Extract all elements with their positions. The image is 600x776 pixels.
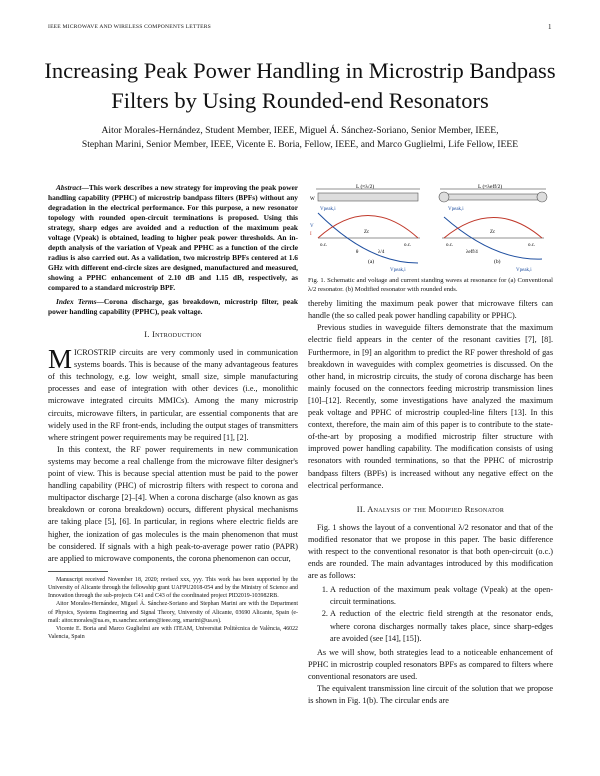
width-label-a: W — [310, 197, 315, 202]
left-column — [48, 183, 298, 641]
index-terms-text: Corona discharge, gas breakdown, microstrip filter, peak power handling capability (PPHC), peak voltage. — [48, 297, 298, 316]
author-line-2: Stephan Marini, Senior Member, IEEE, Vicente E. Boria, Fellow, IEEE, and Marco Guglielmi, Life Fellow, IEEE — [81, 139, 519, 150]
subfig-label-b: (b) — [494, 259, 501, 265]
theta-label-a: θ — [356, 250, 359, 255]
analysis-paragraph-3: The equivalent transmission line circuit of the solution that we propose is shown in Fig. 1(b). The circular ends are — [308, 684, 553, 706]
section-heading-analysis: II. Analysis of the Modified Resonator — [356, 504, 505, 514]
intro-paragraph-2: In this context, the RF power requirements in new communication systems may become a real challenge from the microwave filter designer's point of view. This is because special attention must be paid to the power handling capability (PHC) of microstrip filters with respect to corona and multipactor discharge [2]–[4]. When a corona discharge (also known as gas breakdown or corona breakdown) occurs, different physical mechanisms are taking place [5], [6]. In particular, in regions where electric fields are higher, the ionization of gas molecules is the main phenomenon that must be considered. If signals with a high peak-to-average power ratio (PAPR) are applied to microwave components, the corona phenomenon can occur, — [48, 444, 298, 563]
abstract-label: Abstract— — [56, 183, 89, 192]
right-paragraph-0: thereby limiting the maximum peak power that microwave filters can handle (the so called peak power handling capability or PPHC). — [308, 299, 553, 321]
author-list — [40, 124, 560, 152]
paper-title: Increasing Peak Power Handling in Microstrip Bandpass Filters by Using Rounded-end Resonators — [44, 58, 556, 113]
author-line-1: Aitor Morales-Hernández, Student Member, IEEE, Miguel Á. Sánchez-Soriano, Senior Member, IEEE, — [101, 125, 499, 136]
page-number: 1 — [548, 23, 552, 31]
v-label-a: V — [310, 224, 314, 229]
right-column — [308, 183, 553, 707]
index-terms-label: Index Terms— — [56, 297, 104, 306]
abstract-text: This work describes a new strategy for improving the peak power handling capability (PPHC) of microstrip bandpass filters (BPFs) without any degradation in the electrical performance. For this purpose, a new resonator topology with rounded open-circuit terminations is proposed. Using this strategy, sharp edges are avoided and a reduction of the maximum peak voltage (Vpeak) is obtained, leading to higher peak power thresholds. An in-depth analysis of the variation of Vpeak and PPHC as a function of the circle radius is also carried out. As a validation, two microstrip BPFs centered at 1.6 GHz with different end-circle sizes are designed, manufactured and measured, showing a PPHC enhancement of 2.10 dB and 1.15 dB, respectively, as compared to a standard microstrip BPF. — [48, 183, 298, 292]
vpeak-label-b-end: Vpeak,i — [516, 268, 532, 273]
intro-paragraph-1 — [48, 344, 298, 444]
advantages-list — [308, 584, 553, 644]
footnote-affiliation-2: Vicente E. Boria and Marco Guglielmi are with iTEAM, Universitat Politècnica de València, 46022 Valencia, Spain — [48, 626, 298, 641]
oc-label-a-left: o.c. — [320, 243, 328, 248]
section-heading-introduction: I. Introduction — [144, 330, 202, 339]
footnote-rule — [48, 571, 108, 572]
round-end-left — [439, 192, 449, 202]
index-terms — [48, 297, 298, 317]
oc-label-b-left: o.c. — [446, 243, 454, 248]
oc-label-b-right: o.c. — [528, 243, 536, 248]
list-item: 2. A reduction of the electric field strength at the resonator ends, where corona discharges normally takes place, since sharp-edges are avoided (see [14], [15]). — [330, 608, 553, 644]
oc-label-a-right: o.c. — [404, 243, 412, 248]
figure-1-caption: Fig. 1. Schematic and voltage and current standing waves at resonance for (a) Conventional λ/2 resonator. (b) Modified resonator with rounded ends. — [308, 277, 553, 293]
strip-b — [446, 194, 540, 200]
lambda-label-a: λ/4 — [378, 250, 385, 255]
journal-header: IEEE MICROWAVE AND WIRELESS COMPONENTS LETTERS — [48, 24, 211, 30]
footnote-manuscript: Manuscript received November 18, 2020; revised xxx, yyy. This work has been supported by the University of Alicante through the fellowship grant UAFPU2018-054 and by the Ministry of Science and Innovation through the sub-projects C41 and C43 of the coordinated project PID2019-103982RB. — [48, 576, 298, 600]
zc-label-a: Zc — [364, 230, 370, 235]
right-paragraph-1: Previous studies in waveguide filters demonstrate that the maximum electric field appears in the center of the resonant cavities [7], [8]. Furthermore, in [9] an algorithm to predict the RF power threshold of gas breakdown in waveguides with complex geometries is discussed. On the other hand, in microstrip circuits, the study of corona discharge has been mainly focused on the connectors feeding microstrip transmission lines [10]–[12]. Recently, some investigations have analyzed the maximum peak voltage and PPHC of microstrip coupled-line filters [13]. In this context, therefore, the main aim of this paper is to contribute to the state-of-the-art by proposing a modified microstrip filter structure with improved power handling capability. The modification consists of using resonators with rounded terminations, so that the PPHC of microstrip bandpass filters (BPFs) is increased without any negative effect on the electrical performance. — [308, 323, 553, 490]
drop-cap: M — [48, 344, 73, 375]
abstract — [48, 183, 298, 293]
analysis-paragraph-1: Fig. 1 shows the layout of a conventional λ/2 resonator and that of the modified resonator that we propose in this paper. The basic difference with respect to the conventional resonator is that both open-circuit (o.c.) ends are rounded. The main advantages introduced by this modification are as follows: — [308, 522, 553, 581]
strip-a — [318, 193, 418, 201]
length-label-a: L (≈λ/2) — [356, 184, 375, 190]
round-end-right — [537, 192, 547, 202]
zc-label-b: Zc — [490, 230, 496, 235]
list-item: 1. A reduction of the maximum peak voltage (Vpeak) at the open-circuit terminations. — [330, 584, 553, 608]
analysis-paragraph-2: As we will show, both strategies lead to a noticeable enhancement of PPHC in microstrip coupled resonators BPFs as compared to filters where conventional resonators are used. — [308, 647, 553, 681]
footnote-affiliation-1: Aitor Morales-Hernández, Miguel Á. Sánchez-Soriano and Stephan Marini are with the Department of Physics, Systems Engineering and Signal Theory, University of Alicante, 03690 Alicante, Spain (e-mail: aitor.morales@ua.es, m.sanchez.soriano@ieee.org, smarini@ua.es). — [48, 601, 298, 624]
intro-paragraph-1-text: ICROSTRIP circuits are very commonly used in communication systems boards. This is because of the many advantageous features of this technology, e.g. low weight, small size, simple manufacturing processes and ease of integration with other devices (i.e., monolithic microwave integrated circuits MMICs). Among the many microstrip circuits, microwave filters, in particular, are essential components that are widely used in the RF front-ends, including the output stages of transmitters where stringent power requirements may be required [1], [2]. — [48, 348, 298, 442]
vpeak-label-a-end: Vpeak,i — [390, 268, 406, 273]
subfig-label-a: (a) — [368, 259, 375, 265]
i-label-a: I — [310, 232, 312, 237]
lambda-label-b: λeff/4 — [466, 250, 478, 255]
vpeak-label-b: Vpeak,i — [448, 207, 464, 212]
length-label-b: L (≈λeff/2) — [478, 184, 503, 190]
vpeak-label-a: Vpeak,i — [320, 207, 336, 212]
figure-1-diagram — [308, 183, 553, 275]
